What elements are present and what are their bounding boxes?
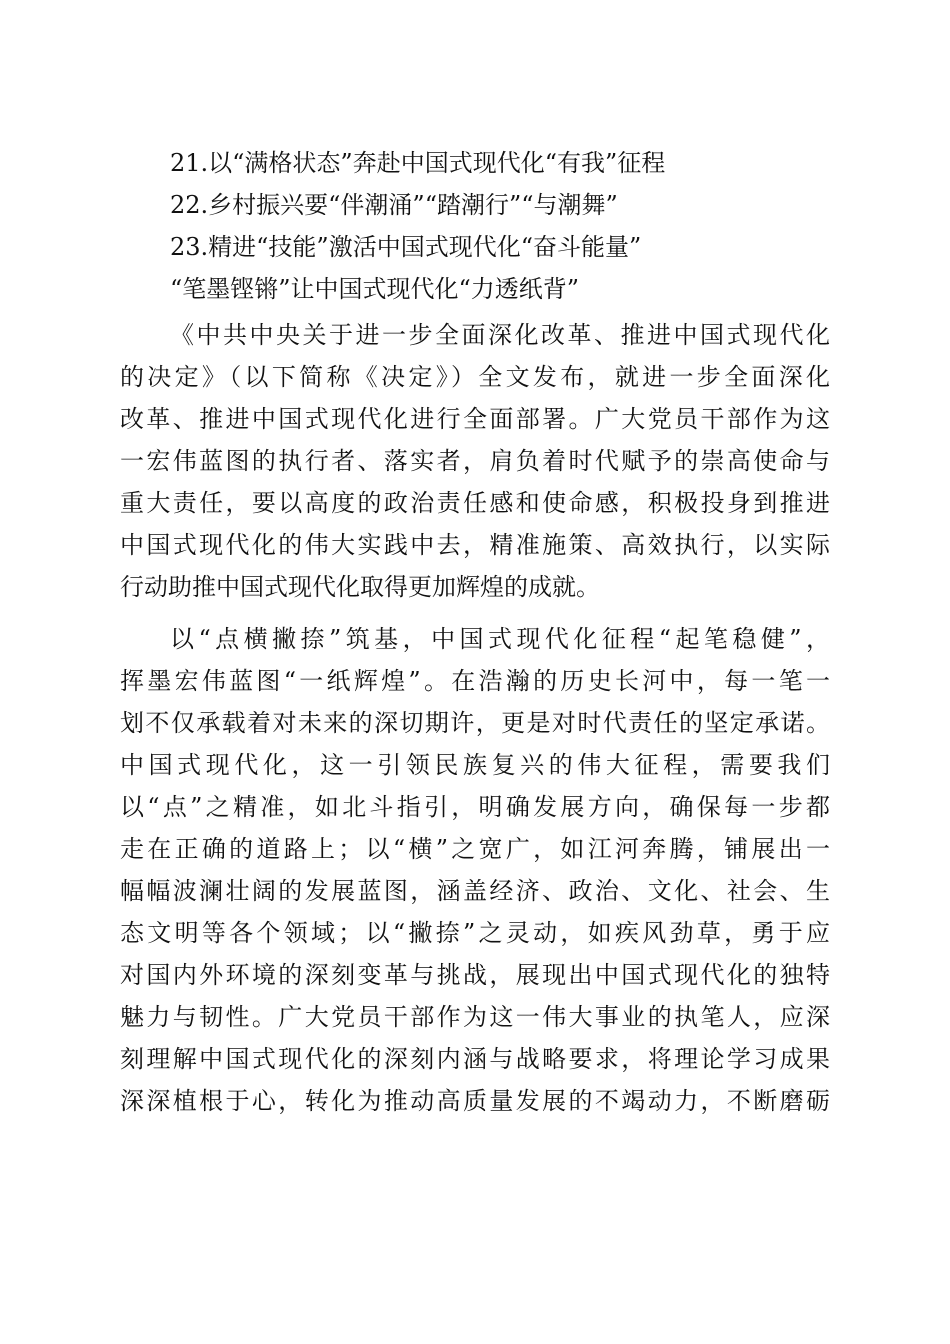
article-title: “笔墨铿锵”让中国式现代化“力透纸背” [170,275,580,303]
paragraph-line: 态文明等各个领域；以“撇捺”之灵动，如疾风劲草，勇于应 [120,919,830,947]
list-item[interactable]: 21.以“满格状态”奔赴中国式现代化“有我”征程 [170,149,666,177]
paragraph-line: 《中共中央关于进一步全面深化改革、推进中国式现代化 [170,321,830,349]
paragraph-line: 改革、推进中国式现代化进行全面部署。广大党员干部作为这 [120,405,830,433]
paragraph-line: 挥墨宏伟蓝图“一纸辉煌”。在浩瀚的历史长河中，每一笔一 [120,667,830,695]
list-item[interactable]: 23.精进“技能”激活中国式现代化“奋斗能量” [170,233,642,261]
article-list [120,142,830,268]
paragraph-line: 走在正确的道路上；以“横”之宽广，如江河奔腾，铺展出一 [120,835,830,863]
paragraph-line: 一宏伟蓝图的执行者、落实者，肩负着时代赋予的崇高使命与 [120,447,830,475]
paragraph-line: 对国内外环境的深刻变革与挑战，展现出中国式现代化的独特 [120,961,830,989]
paragraph-line: 重大责任，要以高度的政治责任感和使命感，积极投身到推进 [120,489,830,517]
paragraph-body [120,618,830,1122]
paragraph-line: 魅力与韧性。广大党员干部作为这一伟大事业的执笔人，应深 [120,1003,830,1031]
paragraph-line: 行动助推中国式现代化取得更加辉煌的成就。 [120,573,600,601]
paragraph-line: 中国式现代化，这一引领民族复兴的伟大征程，需要我们 [120,751,830,779]
paragraph-line: 以“点”之精准，如北斗指引，明确发展方向，确保每一步都 [120,793,830,821]
paragraph-line: 深深植根于心，转化为推动高质量发展的不竭动力，不断磨砺 [120,1087,830,1115]
paragraph-line: 以“点横撇捺”筑基，中国式现代化征程“起笔稳健”， [170,625,830,653]
paragraph-line: 的决定》（以下简称《决定》）全文发布，就进一步全面深化 [120,363,830,391]
paragraph-line: 划不仅承载着对未来的深切期许，更是对时代责任的坚定承诺。 [120,709,830,737]
paragraph-line: 幅幅波澜壮阔的发展蓝图，涵盖经济、政治、文化、社会、生 [120,877,830,905]
paragraph-line: 刻理解中国式现代化的深刻内涵与战略要求，将理论学习成果 [120,1045,830,1073]
paragraph-intro [120,314,830,608]
document-content [120,142,830,1122]
list-item[interactable]: 22.乡村振兴要“伴潮涌”“踏潮行”“与潮舞” [170,191,618,219]
paragraph-line: 中国式现代化的伟大实践中去，精准施策、高效执行，以实际 [120,531,830,559]
